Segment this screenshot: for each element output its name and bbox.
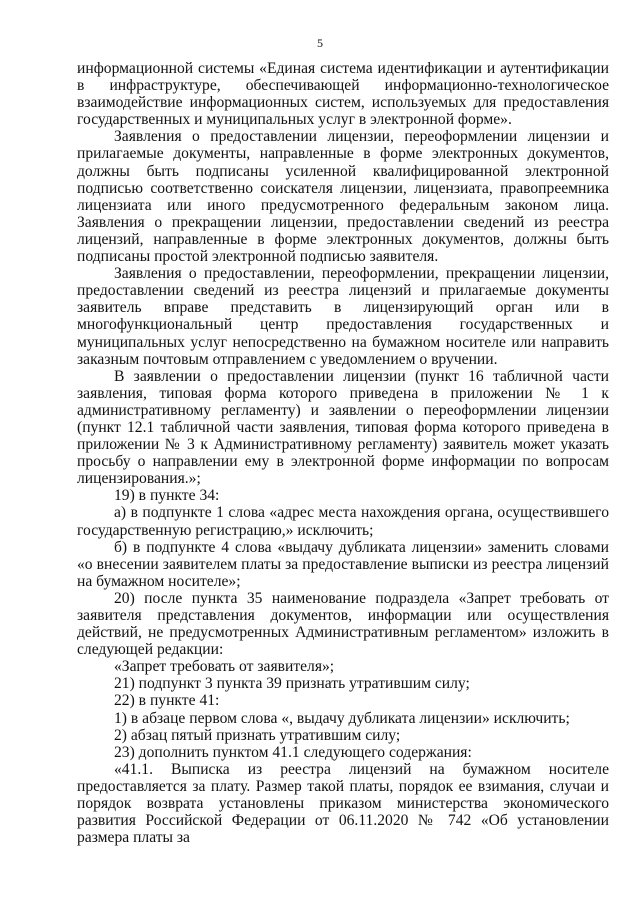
- paragraph-11: 22) в пункте 41:: [114, 692, 220, 710]
- paragraph-8: 20) после пункта 35 наименование подраздела «Запрет требовать от заявителя представления документов, информации или осуществления действий, не предусмотренных Административным регламентом» изложить в следующей редакции:: [77, 589, 609, 659]
- paragraph-15: «41.1. Выписка из реестра лицензий на бумажном носителе предоставляется за плату. Размер такой платы, порядок ее взимания, случаи и порядок возврата установлены приказом министерства экономического развития Российской Федерации от 06.11.2020 № 742 «Об установлении размера платы за: [77, 760, 609, 847]
- paragraph-5: 19) в пункте 34:: [114, 487, 220, 505]
- paragraph-13: 2) абзац пятый признать утратившим силу;: [114, 726, 401, 744]
- paragraph-9: «Запрет требовать от заявителя»;: [114, 658, 335, 676]
- paragraph-4: В заявлении о предоставлении лицензии (пункт 16 табличной части заявления, типовая форма которого приведена в приложении № 1 к административному регламенту) и заявлении о переоформлении лицензии (пункт 12.1 табличной части заявления, типовая форма которого приведена в приложении № 3 к Административному регламенту) заявитель может указать просьбу о направлении ему в электронной форме информации по вопросам лицензирования.»;: [77, 367, 609, 488]
- paragraph-14: 23) дополнить пунктом 41.1 следующего содержания:: [114, 743, 472, 761]
- paragraph-1: информационной системы «Единая система идентификации и аутентификации в инфраструктуре, обеспечивающей информационно-технологическое взаимодействие информационных систем, используемых для предоставления государственных и муниципальных услуг в электронной форме».: [77, 60, 609, 129]
- paragraph-6: а) в подпункте 1 слова «адрес места нахождения органа, осуществившего государственную регистрацию,» исключить;: [77, 504, 609, 539]
- paragraph-3: Заявления о предоставлении, переоформлении, прекращении лицензии, предоставлении сведений из реестра лицензий и прилагаемые документы заявитель вправе представить в лицензирующий орган или в многофункциональный центр предоставления государственных и муниципальных услуг непосредственно на бумажном носителе или направить заказным почтовым отправлением с уведомлением о вручении.: [77, 265, 609, 368]
- paragraph-2: Заявления о предоставлении лицензии, переоформлении лицензии и прилагаемые документы, направленные в форме электронных документов, должны быть подписаны усиленной квалифицированной электронной подписью соответственно соискателя лицензии, лицензиата, правопреемника лицензиата или иного предусмотренного федеральным законом лица. Заявления о прекращении лицензии, предоставлении сведений из реестра лицензий, направленные в форме электронных документов, должны быть подписаны простой электронной подписью заявителя.: [77, 128, 609, 266]
- page-number: 5: [317, 36, 323, 50]
- paragraph-12: 1) в абзаце первом слова «, выдачу дубликата лицензии» исключить;: [114, 709, 570, 727]
- paragraph-10: 21) подпункт 3 пункта 39 признать утратившим силу;: [114, 675, 470, 693]
- document-body: [77, 60, 609, 846]
- paragraph-7: б) в подпункте 4 слова «выдачу дубликата лицензии» заменить словами «о внесении заявителем платы за предоставление выписки из реестра лицензий на бумажном носителе»;: [77, 538, 609, 590]
